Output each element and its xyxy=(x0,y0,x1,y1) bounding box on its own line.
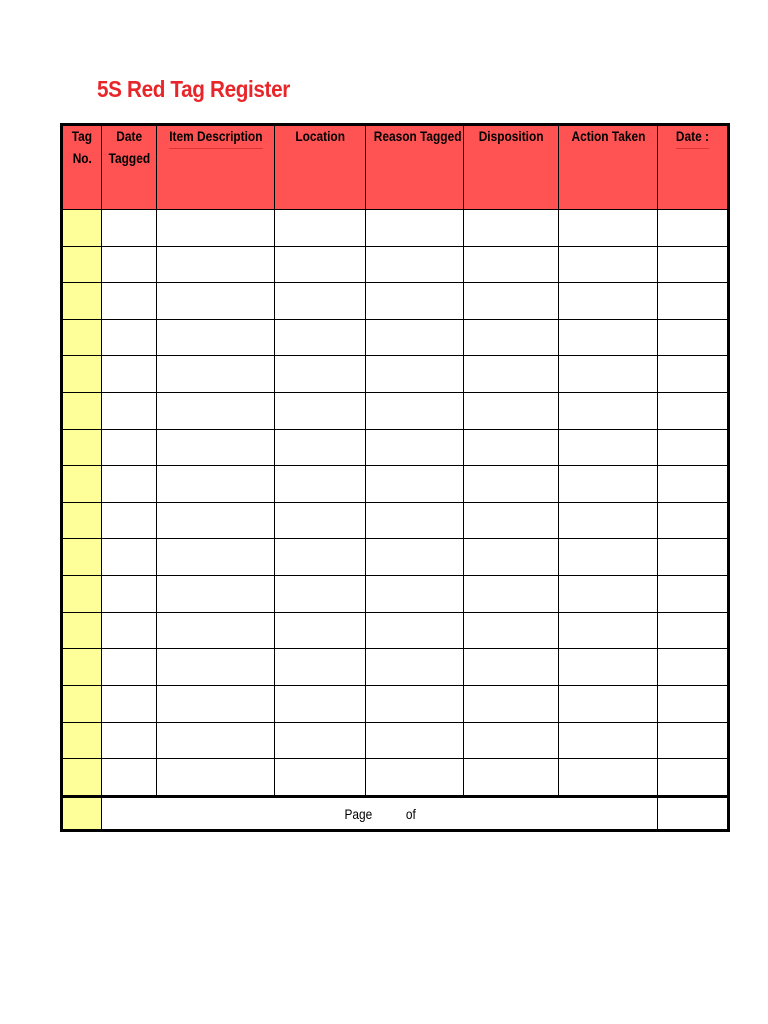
date-tagged-cell[interactable] xyxy=(102,502,157,539)
table-row xyxy=(62,429,729,466)
reason-tagged-cell[interactable] xyxy=(366,759,464,797)
date-tagged-cell[interactable] xyxy=(102,722,157,759)
disposition-cell[interactable] xyxy=(464,283,559,320)
table-row xyxy=(62,612,729,649)
action-taken-cell[interactable] xyxy=(559,393,658,430)
date-cell[interactable] xyxy=(658,576,729,613)
table-row xyxy=(62,210,729,247)
location-cell[interactable] xyxy=(275,685,366,722)
register-body xyxy=(62,210,729,797)
date-cell[interactable] xyxy=(658,685,729,722)
reason-tagged-cell[interactable] xyxy=(366,429,464,466)
reason-tagged-cell[interactable] xyxy=(366,210,464,247)
action-taken-cell[interactable] xyxy=(559,685,658,722)
location-cell[interactable] xyxy=(275,429,366,466)
date-tagged-cell[interactable] xyxy=(102,393,157,430)
item-description-cell[interactable] xyxy=(157,722,275,759)
date-cell[interactable] xyxy=(658,246,729,283)
date-tagged-cell[interactable] xyxy=(102,283,157,320)
tag-no-cell[interactable] xyxy=(62,685,102,722)
footer-tag-cell xyxy=(62,797,102,831)
reason-tagged-cell[interactable] xyxy=(366,356,464,393)
disposition-cell[interactable] xyxy=(464,576,559,613)
location-cell[interactable] xyxy=(275,576,366,613)
tag-no-cell[interactable] xyxy=(62,429,102,466)
date-cell[interactable] xyxy=(658,612,729,649)
action-taken-cell[interactable] xyxy=(559,576,658,613)
page-title: 5S Red Tag Register xyxy=(97,76,290,102)
date-tagged-cell[interactable] xyxy=(102,429,157,466)
tag-no-cell[interactable] xyxy=(62,356,102,393)
table-row xyxy=(62,685,729,722)
date-cell[interactable] xyxy=(658,466,729,503)
tag-no-cell[interactable] xyxy=(62,612,102,649)
date-tagged-cell[interactable] xyxy=(102,210,157,247)
action-taken-cell[interactable] xyxy=(559,283,658,320)
date-tagged-cell[interactable] xyxy=(102,356,157,393)
table-row xyxy=(62,539,729,576)
action-taken-cell[interactable] xyxy=(559,246,658,283)
date-cell[interactable] xyxy=(658,502,729,539)
item-description-cell[interactable] xyxy=(157,685,275,722)
date-tagged-cell[interactable] xyxy=(102,576,157,613)
date-cell[interactable] xyxy=(658,649,729,686)
table-row xyxy=(62,649,729,686)
col-header-action-taken: Action Taken xyxy=(559,125,658,210)
date-cell[interactable] xyxy=(658,759,729,797)
item-description-cell[interactable] xyxy=(157,539,275,576)
table-row xyxy=(62,502,729,539)
tag-no-cell[interactable] xyxy=(62,393,102,430)
tag-no-cell[interactable] xyxy=(62,283,102,320)
tag-no-cell[interactable] xyxy=(62,539,102,576)
action-taken-cell[interactable] xyxy=(559,319,658,356)
tag-no-cell[interactable] xyxy=(62,649,102,686)
location-cell[interactable] xyxy=(275,246,366,283)
item-description-cell[interactable] xyxy=(157,393,275,430)
col-header-tag-no: Tag No. xyxy=(62,125,102,210)
reason-tagged-cell[interactable] xyxy=(366,502,464,539)
item-description-cell[interactable] xyxy=(157,649,275,686)
page-number-cell[interactable] xyxy=(102,797,658,831)
tag-no-cell[interactable] xyxy=(62,466,102,503)
disposition-cell[interactable] xyxy=(464,356,559,393)
item-description-cell[interactable] xyxy=(157,283,275,320)
reason-tagged-cell[interactable] xyxy=(366,685,464,722)
table-row xyxy=(62,319,729,356)
action-taken-cell[interactable] xyxy=(559,759,658,797)
table-row xyxy=(62,466,729,503)
date-cell[interactable] xyxy=(658,210,729,247)
date-tagged-cell[interactable] xyxy=(102,759,157,797)
red-tag-register-table xyxy=(60,123,730,832)
date-tagged-cell[interactable] xyxy=(102,319,157,356)
reason-tagged-cell[interactable] xyxy=(366,576,464,613)
reason-tagged-cell[interactable] xyxy=(366,283,464,320)
date-tagged-cell[interactable] xyxy=(102,466,157,503)
disposition-cell[interactable] xyxy=(464,393,559,430)
date-tagged-cell[interactable] xyxy=(102,246,157,283)
location-cell[interactable] xyxy=(275,649,366,686)
item-description-cell[interactable] xyxy=(157,210,275,247)
location-cell[interactable] xyxy=(275,393,366,430)
disposition-cell[interactable] xyxy=(464,612,559,649)
footer-row xyxy=(62,797,729,831)
disposition-cell[interactable] xyxy=(464,502,559,539)
header-row xyxy=(62,125,729,210)
table-row xyxy=(62,759,729,797)
date-tagged-cell[interactable] xyxy=(102,685,157,722)
date-tagged-cell[interactable] xyxy=(102,539,157,576)
date-cell[interactable] xyxy=(658,393,729,430)
location-cell[interactable] xyxy=(275,539,366,576)
footer-date-cell[interactable] xyxy=(658,797,729,831)
tag-no-cell[interactable] xyxy=(62,210,102,247)
disposition-cell[interactable] xyxy=(464,319,559,356)
reason-tagged-cell[interactable] xyxy=(366,466,464,503)
action-taken-cell[interactable] xyxy=(559,649,658,686)
date-cell[interactable] xyxy=(658,356,729,393)
action-taken-cell[interactable] xyxy=(559,612,658,649)
location-cell[interactable] xyxy=(275,319,366,356)
table-row xyxy=(62,283,729,320)
date-tagged-cell[interactable] xyxy=(102,649,157,686)
date-cell[interactable] xyxy=(658,319,729,356)
date-tagged-cell[interactable] xyxy=(102,612,157,649)
disposition-cell[interactable] xyxy=(464,685,559,722)
action-taken-cell[interactable] xyxy=(559,210,658,247)
table-row xyxy=(62,576,729,613)
item-description-cell[interactable] xyxy=(157,502,275,539)
reason-tagged-cell[interactable] xyxy=(366,722,464,759)
col-header-location: Location xyxy=(275,125,366,210)
col-header-disposition: Disposition xyxy=(464,125,559,210)
reason-tagged-cell[interactable] xyxy=(366,246,464,283)
item-description-cell[interactable] xyxy=(157,429,275,466)
location-cell[interactable] xyxy=(275,283,366,320)
disposition-cell[interactable] xyxy=(464,210,559,247)
location-cell[interactable] xyxy=(275,466,366,503)
table-row xyxy=(62,393,729,430)
col-header-date: Date : xyxy=(658,125,729,210)
action-taken-cell[interactable] xyxy=(559,502,658,539)
item-description-cell[interactable] xyxy=(157,759,275,797)
item-description-cell[interactable] xyxy=(157,466,275,503)
col-header-reason-tagged: Reason Tagged xyxy=(366,125,464,210)
tag-no-cell[interactable] xyxy=(62,576,102,613)
of-label: of xyxy=(405,805,416,822)
action-taken-cell[interactable] xyxy=(559,466,658,503)
table-row xyxy=(62,722,729,759)
item-description-cell[interactable] xyxy=(157,612,275,649)
disposition-cell[interactable] xyxy=(464,246,559,283)
location-cell[interactable] xyxy=(275,210,366,247)
date-cell[interactable] xyxy=(658,429,729,466)
action-taken-cell[interactable] xyxy=(559,722,658,759)
item-description-cell[interactable] xyxy=(157,576,275,613)
tag-no-cell[interactable] xyxy=(62,722,102,759)
item-description-cell[interactable] xyxy=(157,356,275,393)
date-cell[interactable] xyxy=(658,539,729,576)
reason-tagged-cell[interactable] xyxy=(366,539,464,576)
item-description-cell[interactable] xyxy=(157,246,275,283)
col-header-item-description: Item Description xyxy=(157,125,275,210)
disposition-cell[interactable] xyxy=(464,539,559,576)
tag-no-cell[interactable] xyxy=(62,502,102,539)
disposition-cell[interactable] xyxy=(464,759,559,797)
location-cell[interactable] xyxy=(275,612,366,649)
reason-tagged-cell[interactable] xyxy=(366,319,464,356)
reason-tagged-cell[interactable] xyxy=(366,393,464,430)
reason-tagged-cell[interactable] xyxy=(366,612,464,649)
col-header-date-tagged: Date Tagged xyxy=(102,125,157,210)
date-cell[interactable] xyxy=(658,283,729,320)
tag-no-cell[interactable] xyxy=(62,246,102,283)
date-cell[interactable] xyxy=(658,722,729,759)
action-taken-cell[interactable] xyxy=(559,539,658,576)
item-description-cell[interactable] xyxy=(157,319,275,356)
page-label: Page xyxy=(344,805,373,822)
table-row xyxy=(62,246,729,283)
disposition-cell[interactable] xyxy=(464,429,559,466)
action-taken-cell[interactable] xyxy=(559,429,658,466)
disposition-cell[interactable] xyxy=(464,649,559,686)
reason-tagged-cell[interactable] xyxy=(366,649,464,686)
disposition-cell[interactable] xyxy=(464,466,559,503)
action-taken-cell[interactable] xyxy=(559,356,658,393)
location-cell[interactable] xyxy=(275,759,366,797)
location-cell[interactable] xyxy=(275,502,366,539)
location-cell[interactable] xyxy=(275,722,366,759)
tag-no-cell[interactable] xyxy=(62,319,102,356)
location-cell[interactable] xyxy=(275,356,366,393)
table-row xyxy=(62,356,729,393)
disposition-cell[interactable] xyxy=(464,722,559,759)
tag-no-cell[interactable] xyxy=(62,759,102,797)
